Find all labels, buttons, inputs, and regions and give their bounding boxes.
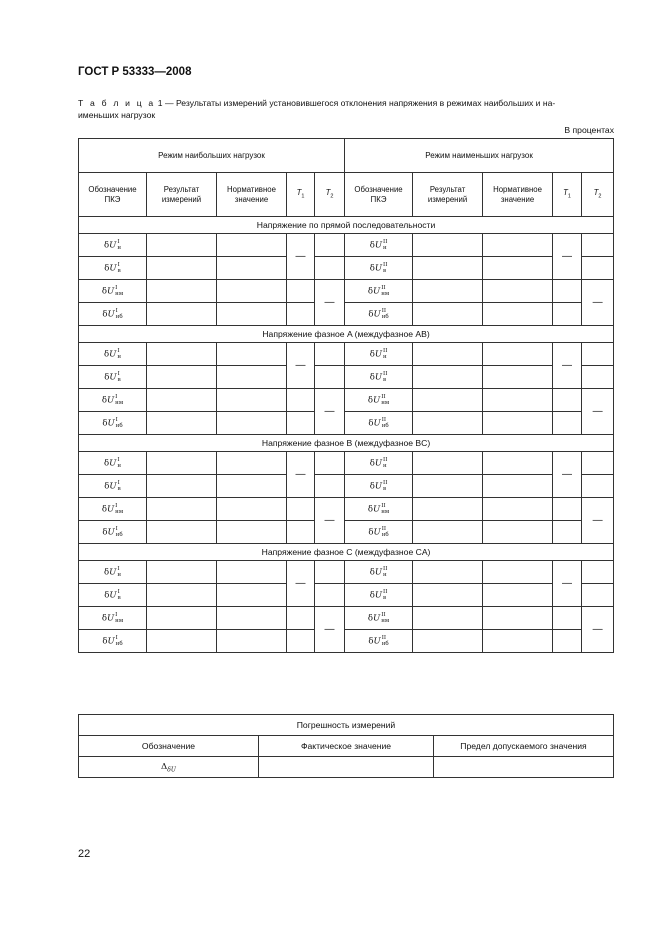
col-norm-max: Нормативное значение (217, 173, 287, 217)
t1-min-cell: — (553, 234, 582, 280)
norm-max-cell[interactable] (217, 498, 287, 521)
col-t1-min: $T_1$ (553, 173, 582, 217)
norm-min-cell[interactable] (483, 561, 553, 584)
t2-min-cell[interactable] (582, 584, 614, 607)
t1-min-cell: — (553, 343, 582, 389)
units-label: В процентах (564, 125, 614, 135)
t1-min-cell[interactable] (553, 303, 582, 326)
table-row (79, 280, 614, 303)
t1-min-cell[interactable] (553, 630, 582, 653)
pke-symbol-min: δU II нм (345, 280, 413, 303)
result-max-cell[interactable] (147, 257, 217, 280)
t1-max-cell: — (287, 343, 315, 389)
section-header: Напряжение фазное C (междуфазное CA) (79, 544, 614, 561)
norm-max-cell[interactable] (217, 452, 287, 475)
result-min-cell[interactable] (413, 303, 483, 326)
pke-symbol-max: δU I н (79, 234, 147, 257)
t2-min-cell: — (582, 498, 614, 544)
pke-symbol-min: δU II в (345, 257, 413, 280)
norm-min-cell[interactable] (483, 280, 553, 303)
t2-max-cell[interactable] (315, 561, 345, 584)
error-symbol-sub: δU (167, 766, 176, 774)
pke-symbol-max: δU I нм (79, 280, 147, 303)
document-header: ГОСТ Р 53333—2008 (78, 66, 192, 78)
norm-max-cell[interactable] (217, 561, 287, 584)
t1-min-cell[interactable] (553, 280, 582, 303)
result-max-cell[interactable] (147, 607, 217, 630)
pke-symbol-min: δU II в (345, 475, 413, 498)
pke-symbol-min: δU II нб (345, 412, 413, 435)
table-caption (78, 97, 618, 121)
section-header: Напряжение фазное A (междуфазное AB) (79, 326, 614, 343)
norm-max-cell[interactable] (217, 607, 287, 630)
t1-max-cell[interactable] (287, 521, 315, 544)
t2-max-cell: — (315, 280, 345, 326)
result-max-cell[interactable] (147, 389, 217, 412)
pke-symbol-min: δU II н (345, 452, 413, 475)
pke-symbol-max: δU I в (79, 366, 147, 389)
table-row (79, 303, 614, 326)
pke-symbol-min: δU II в (345, 584, 413, 607)
table-row (79, 389, 614, 412)
results-table (78, 138, 614, 653)
result-min-cell[interactable] (413, 343, 483, 366)
result-min-cell[interactable] (413, 412, 483, 435)
pke-symbol-min: δU II нб (345, 303, 413, 326)
norm-max-cell[interactable] (217, 475, 287, 498)
norm-min-cell[interactable] (483, 475, 553, 498)
caption-label: Т а б л и ц а (78, 98, 156, 108)
result-min-cell[interactable] (413, 607, 483, 630)
t1-max-cell[interactable] (287, 280, 315, 303)
norm-min-cell[interactable] (483, 452, 553, 475)
pke-symbol-min: δU II нб (345, 630, 413, 653)
t1-max-cell[interactable] (287, 607, 315, 630)
section-header: Напряжение фазное B (междуфазное BC) (79, 435, 614, 452)
table-row (79, 630, 614, 653)
norm-max-cell[interactable] (217, 366, 287, 389)
norm-max-cell[interactable] (217, 584, 287, 607)
t1-max-cell[interactable] (287, 630, 315, 653)
result-max-cell[interactable] (147, 630, 217, 653)
pke-symbol-min: δU II в (345, 366, 413, 389)
t1-min-cell: — (553, 452, 582, 498)
t1-max-cell: — (287, 452, 315, 498)
error-symbol-delta: Δ (161, 762, 168, 772)
pke-symbol-min: δU II нм (345, 389, 413, 412)
col-t2-min: $T_2$ (582, 173, 614, 217)
pke-symbol-max: δU I нм (79, 389, 147, 412)
t1-max-cell[interactable] (287, 412, 315, 435)
table-row (79, 607, 614, 630)
error-actual-value[interactable] (259, 757, 434, 778)
pke-symbol-max: δU I в (79, 475, 147, 498)
t1-max-cell[interactable] (287, 498, 315, 521)
result-min-cell[interactable] (413, 280, 483, 303)
col-pke-min: Обозначение ПКЭ (345, 173, 413, 217)
norm-min-cell[interactable] (483, 303, 553, 326)
t2-min-cell[interactable] (582, 343, 614, 366)
t1-min-cell[interactable] (553, 498, 582, 521)
t1-min-cell[interactable] (553, 389, 582, 412)
table-row (79, 412, 614, 435)
result-min-cell[interactable] (413, 234, 483, 257)
pke-symbol-max: δU I нм (79, 607, 147, 630)
t2-max-cell: — (315, 389, 345, 435)
result-max-cell[interactable] (147, 521, 217, 544)
t2-max-cell[interactable] (315, 366, 345, 389)
table-row (79, 257, 614, 280)
result-max-cell[interactable] (147, 234, 217, 257)
col-t1-max: $T_1$ (287, 173, 315, 217)
t2-min-cell[interactable] (582, 257, 614, 280)
norm-min-cell[interactable] (483, 498, 553, 521)
result-min-cell[interactable] (413, 366, 483, 389)
t1-max-cell: — (287, 561, 315, 607)
norm-max-cell[interactable] (217, 303, 287, 326)
pke-symbol-max: δU I нб (79, 303, 147, 326)
error-table (78, 714, 614, 778)
t2-min-cell: — (582, 280, 614, 326)
pke-symbol-min: δU II н (345, 234, 413, 257)
norm-min-cell[interactable] (483, 521, 553, 544)
error-col-designation: Обозначение (79, 736, 259, 757)
t1-min-cell[interactable] (553, 412, 582, 435)
result-min-cell[interactable] (413, 584, 483, 607)
t1-max-cell: — (287, 234, 315, 280)
norm-max-cell[interactable] (217, 280, 287, 303)
t2-max-cell: — (315, 498, 345, 544)
pke-symbol-max: δU I н (79, 343, 147, 366)
result-min-cell[interactable] (413, 389, 483, 412)
table-row (79, 343, 614, 366)
t2-max-cell[interactable] (315, 475, 345, 498)
result-min-cell[interactable] (413, 452, 483, 475)
result-min-cell[interactable] (413, 257, 483, 280)
table-row (79, 475, 614, 498)
norm-max-cell[interactable] (217, 234, 287, 257)
pke-symbol-min: δU II нб (345, 521, 413, 544)
t2-min-cell[interactable] (582, 234, 614, 257)
t2-max-cell[interactable] (315, 234, 345, 257)
error-symbol (79, 757, 259, 778)
result-max-cell[interactable] (147, 561, 217, 584)
pke-symbol-max: δU I нм (79, 498, 147, 521)
norm-min-cell[interactable] (483, 630, 553, 653)
result-max-cell[interactable] (147, 343, 217, 366)
col-norm-min: Нормативное значение (483, 173, 553, 217)
table-row (79, 452, 614, 475)
col-pke-max: Обозначение ПКЭ (79, 173, 147, 217)
result-min-cell[interactable] (413, 475, 483, 498)
pke-symbol-max: δU I н (79, 561, 147, 584)
error-table-title: Погрешность измерений (79, 715, 614, 736)
t2-min-cell: — (582, 389, 614, 435)
pke-symbol-min: δU II нм (345, 607, 413, 630)
col-result-max: Результат измерений (147, 173, 217, 217)
norm-max-cell[interactable] (217, 343, 287, 366)
t1-max-cell[interactable] (287, 389, 315, 412)
norm-min-cell[interactable] (483, 343, 553, 366)
result-min-cell[interactable] (413, 630, 483, 653)
col-t2-max: $T_2$ (315, 173, 345, 217)
norm-min-cell[interactable] (483, 257, 553, 280)
norm-max-cell[interactable] (217, 630, 287, 653)
result-max-cell[interactable] (147, 498, 217, 521)
t2-max-cell[interactable] (315, 452, 345, 475)
t2-max-cell: — (315, 607, 345, 653)
t2-min-cell[interactable] (582, 452, 614, 475)
t2-max-cell[interactable] (315, 257, 345, 280)
t2-min-cell[interactable] (582, 561, 614, 584)
section-header: Напряжение по прямой последовательности (79, 217, 614, 234)
pke-symbol-max: δU I нб (79, 630, 147, 653)
table-row (79, 234, 614, 257)
result-max-cell[interactable] (147, 412, 217, 435)
caption-text-continuation: именьших нагрузок (78, 110, 156, 120)
norm-max-cell[interactable] (217, 521, 287, 544)
page-number: 22 (78, 848, 91, 860)
result-min-cell[interactable] (413, 498, 483, 521)
result-max-cell[interactable] (147, 280, 217, 303)
pke-symbol-max: δU I в (79, 257, 147, 280)
result-max-cell[interactable] (147, 475, 217, 498)
norm-min-cell[interactable] (483, 607, 553, 630)
table-row (79, 366, 614, 389)
table-row (79, 521, 614, 544)
table-row (79, 498, 614, 521)
mode-min-header: Режим наименьших нагрузок (345, 139, 614, 173)
table-row (79, 561, 614, 584)
norm-min-cell[interactable] (483, 584, 553, 607)
result-min-cell[interactable] (413, 521, 483, 544)
table-row (79, 584, 614, 607)
norm-max-cell[interactable] (217, 257, 287, 280)
t2-min-cell[interactable] (582, 475, 614, 498)
result-min-cell[interactable] (413, 561, 483, 584)
norm-min-cell[interactable] (483, 234, 553, 257)
t2-max-cell[interactable] (315, 343, 345, 366)
col-result-min: Результат измерений (413, 173, 483, 217)
result-max-cell[interactable] (147, 584, 217, 607)
norm-min-cell[interactable] (483, 412, 553, 435)
pke-symbol-max: δU I нб (79, 412, 147, 435)
result-max-cell[interactable] (147, 452, 217, 475)
pke-symbol-max: δU I в (79, 584, 147, 607)
t2-min-cell[interactable] (582, 366, 614, 389)
pke-symbol-min: δU II н (345, 561, 413, 584)
t1-min-cell[interactable] (553, 607, 582, 630)
t1-max-cell[interactable] (287, 303, 315, 326)
pke-symbol-min: δU II н (345, 343, 413, 366)
norm-min-cell[interactable] (483, 366, 553, 389)
result-max-cell[interactable] (147, 366, 217, 389)
pke-symbol-min: δU II нм (345, 498, 413, 521)
result-max-cell[interactable] (147, 303, 217, 326)
norm-min-cell[interactable] (483, 389, 553, 412)
pke-symbol-max: δU I нб (79, 521, 147, 544)
mode-max-header: Режим наибольших нагрузок (79, 139, 345, 173)
t1-min-cell[interactable] (553, 521, 582, 544)
error-col-actual: Фактическое значение (259, 736, 434, 757)
t1-min-cell: — (553, 561, 582, 607)
error-col-limit: Предел допускаемого значения (434, 736, 614, 757)
norm-max-cell[interactable] (217, 412, 287, 435)
norm-max-cell[interactable] (217, 389, 287, 412)
t2-max-cell[interactable] (315, 584, 345, 607)
pke-symbol-max: δU I н (79, 452, 147, 475)
t2-min-cell: — (582, 607, 614, 653)
error-limit-value[interactable] (434, 757, 614, 778)
caption-text: 1 — Результаты измерений установившегося отклонения напряжения в режимах наибольших и на- (157, 98, 556, 108)
